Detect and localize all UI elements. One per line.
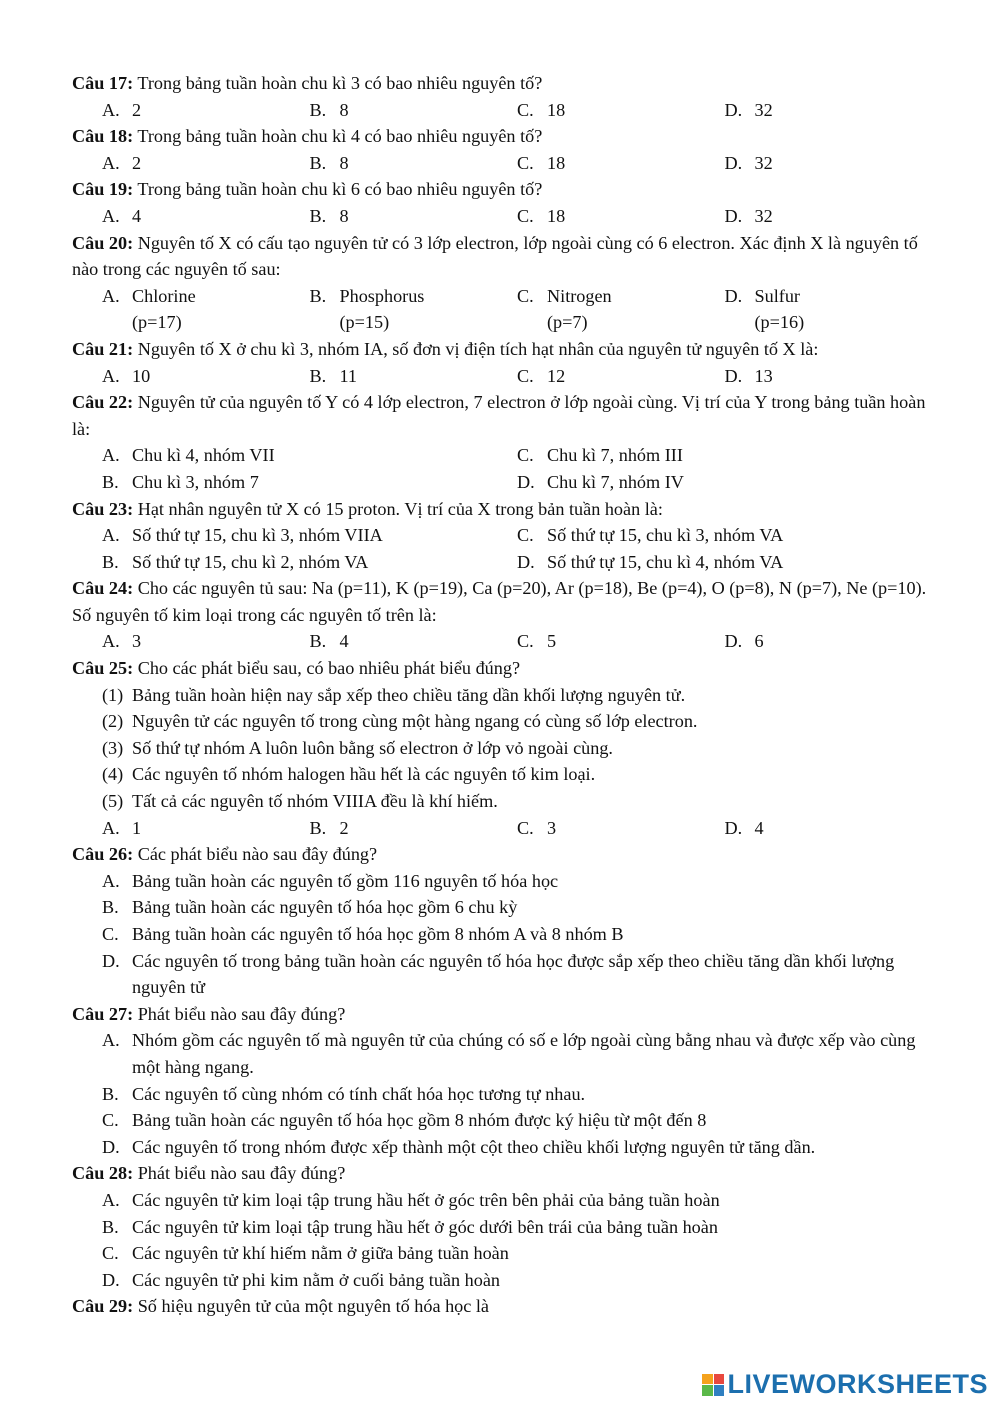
option-label: B.	[309, 365, 327, 386]
answer-option-d[interactable]	[72, 948, 932, 1001]
answer-option-b[interactable]	[102, 469, 517, 496]
question-number: Câu 20:	[72, 232, 134, 253]
statement-label: (2)	[102, 711, 124, 732]
answer-option-b[interactable]	[310, 203, 518, 230]
answer-option-c[interactable]	[517, 150, 725, 177]
question-text-line	[72, 575, 932, 628]
option-subtext: (p=7)	[547, 312, 588, 333]
option-text: 18	[547, 99, 566, 120]
option-label: A.	[102, 445, 120, 466]
statement-label: (1)	[102, 684, 124, 705]
answer-option-a[interactable]	[72, 868, 932, 895]
statement-1	[72, 682, 932, 709]
options-row	[72, 442, 932, 469]
option-subtext: (p=16)	[754, 312, 805, 333]
option-text: Bảng tuần hoàn các nguyên tố hóa học gồm 6 chu kỳ	[132, 897, 518, 918]
question-number: Câu 23:	[72, 498, 134, 519]
option-text: Chlorine	[132, 285, 196, 306]
answer-option-a[interactable]	[102, 522, 517, 549]
option-label: B.	[309, 205, 327, 226]
question-number: Câu 22:	[72, 392, 134, 413]
answer-option-a[interactable]	[102, 150, 310, 177]
option-label: D.	[724, 631, 743, 652]
option-subtext: (p=15)	[339, 312, 390, 333]
question-text-line	[72, 496, 932, 523]
option-label: C.	[517, 817, 534, 838]
watermark-text: LIVEWORKSHEETS	[727, 1369, 988, 1399]
answer-option-c[interactable]	[517, 628, 725, 655]
question-17	[72, 70, 932, 123]
question-text: Số hiệu nguyên tử của một nguyên tố hóa học là	[137, 1296, 489, 1317]
option-text: 12	[547, 365, 566, 386]
option-label: A.	[102, 152, 120, 173]
option-text: Bảng tuần hoàn các nguyên tố gồm 116 nguyên tố hóa học	[132, 870, 559, 891]
option-text: 3	[547, 817, 557, 838]
answer-option-c[interactable]	[517, 815, 725, 842]
option-label: D.	[724, 205, 743, 226]
answer-option-b[interactable]	[310, 628, 518, 655]
options-row	[72, 203, 932, 230]
question-number: Câu 26:	[72, 844, 134, 865]
answer-option-b[interactable]	[102, 549, 517, 576]
option-label: D.	[102, 1269, 120, 1290]
statement-label: (5)	[102, 791, 124, 812]
answer-option-c[interactable]	[72, 1240, 932, 1267]
option-text: 18	[547, 152, 566, 173]
option-text: 1	[132, 817, 142, 838]
option-text: 4	[132, 205, 142, 226]
question-text-line	[72, 841, 932, 868]
option-text: Chu kì 7, nhóm IV	[547, 471, 684, 492]
statement-5	[72, 788, 932, 815]
option-label: B.	[102, 1216, 119, 1237]
option-body	[547, 283, 612, 336]
question-number: Câu 24:	[72, 578, 134, 599]
answer-option-a[interactable]	[102, 283, 310, 336]
question-27	[72, 1001, 932, 1161]
question-text-line	[72, 1293, 932, 1320]
option-label: C.	[102, 924, 119, 944]
answer-option-c[interactable]	[517, 283, 725, 336]
option-text: 32	[754, 99, 773, 120]
option-text: Chu kì 3, nhóm 7	[132, 471, 259, 492]
answer-option-a[interactable]	[102, 97, 310, 124]
answer-option-c[interactable]	[517, 203, 725, 230]
option-body	[340, 283, 425, 336]
option-label: A.	[102, 817, 120, 838]
answer-option-d[interactable]	[725, 97, 933, 124]
answer-option-a[interactable]	[102, 203, 310, 230]
answer-option-d[interactable]	[725, 628, 933, 655]
statement-text: Tất cả các nguyên tố nhóm VIIIA đều là khí hiếm.	[132, 791, 498, 812]
statement-label: (3)	[102, 737, 124, 758]
question-text-line	[72, 230, 932, 283]
question-22	[72, 389, 932, 495]
option-label: D.	[724, 285, 743, 306]
option-text: 4	[754, 817, 764, 838]
statement-4	[72, 761, 932, 788]
answer-option-b[interactable]	[310, 363, 518, 390]
option-text: Bảng tuần hoàn các nguyên tố hóa học gồm 8 nhóm A và 8 nhóm B	[132, 924, 624, 944]
option-text: 8	[339, 152, 349, 173]
option-text: 32	[754, 152, 773, 173]
question-20	[72, 230, 932, 336]
worksheet	[72, 70, 932, 1320]
options-row	[72, 815, 932, 842]
option-body	[132, 283, 196, 336]
question-number: Câu 18:	[72, 126, 134, 147]
question-number: Câu 17:	[72, 73, 134, 93]
question-29	[72, 1293, 932, 1320]
answer-option-a[interactable]	[102, 628, 310, 655]
statement-2	[72, 708, 932, 735]
question-text: Nguyên tố X ở chu kì 3, nhóm IA, số đơn vị điện tích hạt nhân của nguyên tử nguyên tố X là:	[137, 338, 819, 359]
option-text: 13	[754, 365, 773, 386]
options-row	[72, 522, 932, 549]
option-label: B.	[102, 897, 119, 918]
answer-option-c[interactable]	[72, 921, 932, 948]
answer-option-b[interactable]	[72, 894, 932, 921]
option-body	[755, 283, 805, 336]
option-subtext: (p=17)	[132, 312, 182, 333]
option-label: B.	[309, 631, 327, 652]
options-row	[72, 97, 932, 124]
answer-option-d[interactable]	[517, 549, 932, 576]
statement-text: Các nguyên tố nhóm halogen hầu hết là các nguyên tố kim loại.	[132, 764, 596, 785]
option-label: D.	[724, 99, 743, 120]
option-text: Bảng tuần hoàn các nguyên tố hóa học gồm 8 nhóm được ký hiệu từ một đến 8	[132, 1110, 707, 1131]
option-text: 3	[132, 631, 142, 652]
answer-option-b[interactable]	[310, 97, 518, 124]
option-label: A.	[102, 205, 120, 226]
option-text: 2	[132, 99, 142, 120]
question-text: Phát biểu nào sau đây đúng?	[137, 1163, 346, 1184]
answer-option-b[interactable]	[310, 283, 518, 336]
option-label: C.	[517, 152, 534, 173]
option-text: Các nguyên tử phi kim nằm ở cuối bảng tuần hoàn	[132, 1269, 500, 1290]
option-label: D.	[724, 817, 743, 838]
liveworksheets-watermark	[702, 1369, 988, 1400]
option-text: 6	[754, 631, 764, 652]
answer-option-d[interactable]	[725, 815, 933, 842]
option-text: Số thứ tự 15, chu kì 3, nhóm VIIA	[132, 525, 383, 546]
statement-3	[72, 735, 932, 762]
question-18	[72, 123, 932, 176]
statement-text: Bảng tuần hoàn hiện nay sắp xếp theo chiều tăng dần khối lượng nguyên tử.	[132, 684, 686, 705]
option-label: D.	[517, 471, 535, 492]
question-text: Phát biểu nào sau đây đúng?	[137, 1003, 346, 1024]
option-text: Chu kì 4, nhóm VII	[132, 445, 275, 466]
question-text-line	[72, 123, 932, 150]
statement-text: Số thứ tự nhóm A luôn luôn bằng số electron ở lớp vỏ ngoài cùng.	[132, 737, 613, 758]
option-label: A.	[102, 99, 120, 120]
option-text: Nhóm gồm các nguyên tố mà nguyên tử của chúng có số e lớp ngoài cùng bằng nhau và được xếp vào cùng một hàng ngang.	[132, 1030, 916, 1077]
question-26	[72, 841, 932, 1001]
option-label: A.	[102, 1189, 120, 1210]
option-text: Chu kì 7, nhóm III	[547, 445, 683, 466]
option-label: D.	[102, 1136, 120, 1157]
question-text: Các phát biểu nào sau đây đúng?	[137, 844, 378, 865]
option-text: 4	[339, 631, 349, 652]
question-number: Câu 28:	[72, 1163, 134, 1184]
answer-option-c[interactable]	[517, 442, 932, 469]
option-label: A.	[102, 1030, 120, 1051]
option-label: A.	[102, 631, 120, 652]
option-label: B.	[309, 285, 327, 306]
logo-square-4	[714, 1385, 725, 1396]
question-text: Cho các phát biểu sau, có bao nhiêu phát biểu đúng?	[137, 658, 521, 679]
question-number: Câu 21:	[72, 338, 134, 359]
answer-option-b[interactable]	[310, 815, 518, 842]
question-28	[72, 1160, 932, 1293]
option-label: D.	[517, 551, 535, 572]
question-number: Câu 29:	[72, 1296, 134, 1317]
option-label: C.	[517, 365, 534, 386]
option-label: C.	[517, 525, 534, 546]
question-text-line	[72, 655, 932, 682]
option-text: 5	[547, 631, 557, 652]
option-label: C.	[102, 1110, 119, 1131]
answer-option-d[interactable]	[725, 363, 933, 390]
answer-option-a[interactable]	[102, 363, 310, 390]
options-row	[72, 363, 932, 390]
option-text: Sulfur	[754, 285, 800, 306]
option-label: B.	[102, 1083, 119, 1104]
option-text: 32	[754, 205, 773, 226]
options-row	[72, 469, 932, 496]
question-24	[72, 575, 932, 655]
question-text-line	[72, 1160, 932, 1187]
answer-option-a[interactable]	[102, 442, 517, 469]
option-label: D.	[724, 152, 743, 173]
question-text: Trong bảng tuần hoàn chu kì 4 có bao nhiêu nguyên tố?	[137, 126, 543, 147]
option-text: Phosphorus	[339, 285, 425, 306]
option-label: B.	[309, 817, 327, 838]
question-text: Hạt nhân nguyên tử X có 15 proton. Vị trí của X trong bản tuần hoàn là:	[137, 498, 663, 519]
liveworksheets-logo-icon	[702, 1374, 724, 1396]
option-text: Các nguyên tố trong bảng tuần hoàn các nguyên tố hóa học được sắp xếp theo chiều tăng dần khối lượng nguyên tử	[132, 950, 895, 998]
options-row	[72, 549, 932, 576]
question-number: Câu 19:	[72, 179, 134, 200]
option-label: C.	[517, 205, 534, 226]
option-label: A.	[102, 870, 120, 891]
answer-option-c[interactable]	[517, 97, 725, 124]
option-label: D.	[724, 365, 743, 386]
question-text-line	[72, 336, 932, 363]
question-25	[72, 655, 932, 841]
option-text: Nitrogen	[547, 285, 612, 306]
options-row	[72, 283, 932, 336]
question-23	[72, 496, 932, 576]
answer-option-d[interactable]	[725, 283, 933, 336]
answer-option-d[interactable]	[725, 203, 933, 230]
option-label: D.	[102, 950, 120, 971]
option-text: Số thứ tự 15, chu kì 4, nhóm VA	[547, 551, 784, 572]
answer-option-d[interactable]	[725, 150, 933, 177]
answer-option-a[interactable]	[72, 1187, 932, 1214]
option-label: A.	[102, 285, 120, 306]
option-text: 8	[339, 205, 349, 226]
question-text-line	[72, 389, 932, 442]
option-label: C.	[517, 631, 534, 652]
answer-option-d[interactable]	[72, 1134, 932, 1161]
option-text: Số thứ tự 15, chu kì 3, nhóm VA	[547, 525, 784, 546]
option-label: A.	[102, 365, 120, 386]
option-label: C.	[517, 99, 534, 120]
answer-option-b[interactable]	[310, 150, 518, 177]
logo-square-2	[714, 1374, 725, 1385]
option-text: Các nguyên tử kim loại tập trung hầu hết ở góc dưới bên trái của bảng tuần hoàn	[132, 1216, 718, 1237]
option-label: C.	[517, 445, 534, 466]
answer-option-a[interactable]	[72, 1027, 932, 1080]
option-label: B.	[309, 99, 327, 120]
option-text: 10	[132, 365, 151, 386]
answer-option-c[interactable]	[517, 363, 725, 390]
question-text: Trong bảng tuần hoàn chu kì 6 có bao nhiêu nguyên tố?	[137, 179, 543, 200]
question-text-line	[72, 1001, 932, 1028]
option-text: Số thứ tự 15, chu kì 2, nhóm VA	[132, 551, 369, 572]
option-label: B.	[309, 152, 327, 173]
option-label: B.	[102, 471, 119, 492]
question-19	[72, 176, 932, 229]
options-row	[72, 150, 932, 177]
answer-option-c[interactable]	[517, 522, 932, 549]
option-text: 2	[339, 817, 349, 838]
option-label: C.	[102, 1243, 119, 1264]
statement-text: Nguyên tử các nguyên tố trong cùng một hàng ngang có cùng số lớp electron.	[132, 711, 698, 732]
option-text: Các nguyên tố trong nhóm được xếp thành một cột theo chiều khối lượng nguyên tử tăng dần.	[132, 1136, 816, 1157]
question-21	[72, 336, 932, 389]
option-text: Các nguyên tử khí hiếm nằm ở giữa bảng tuần hoàn	[132, 1243, 509, 1264]
question-text: Cho các nguyên tủ sau: Na (p=11), K (p=19), Ca (p=20), Ar (p=18), Be (p=4), O (p=8), N (p=7), Ne (p=10). Số nguyên tố kim loại trong các nguyên tố trên là:	[72, 578, 927, 625]
question-text: Trong bảng tuần hoàn chu kì 3 có bao nhiêu nguyên tố?	[137, 73, 543, 93]
option-text: 11	[339, 365, 358, 386]
option-text: Các nguyên tố cùng nhóm có tính chất hóa học tương tự nhau.	[132, 1083, 586, 1104]
answer-option-d[interactable]	[517, 469, 932, 496]
answer-option-a[interactable]	[102, 815, 310, 842]
question-text-line	[72, 70, 932, 97]
answer-option-d[interactable]	[72, 1267, 932, 1294]
option-label: C.	[517, 285, 534, 306]
question-text: Nguyên tố X có cấu tạo nguyên tử có 3 lớp electron, lớp ngoài cùng có 6 electron. Xác định X là nguyên tố nào trong các nguyên tố sau:	[72, 232, 918, 280]
logo-square-1	[702, 1374, 713, 1385]
question-text-line	[72, 176, 932, 203]
option-text: 18	[547, 205, 566, 226]
option-text: 8	[339, 99, 349, 120]
answer-option-b[interactable]	[72, 1214, 932, 1241]
options-row	[72, 628, 932, 655]
option-text: 2	[132, 152, 142, 173]
statement-label: (4)	[102, 764, 124, 785]
option-text: Các nguyên tử kim loại tập trung hầu hết ở góc trên bên phải của bảng tuần hoàn	[132, 1189, 720, 1210]
question-number: Câu 25:	[72, 658, 134, 679]
question-number: Câu 27:	[72, 1003, 134, 1024]
option-label: A.	[102, 525, 120, 546]
logo-square-3	[702, 1385, 713, 1396]
option-label: B.	[102, 551, 119, 572]
answer-option-c[interactable]	[72, 1107, 932, 1134]
question-text: Nguyên tử của nguyên tố Y có 4 lớp electron, 7 electron ở lớp ngoài cùng. Vị trí của Y trong bảng tuần hoàn là:	[72, 392, 926, 439]
answer-option-b[interactable]	[72, 1081, 932, 1108]
